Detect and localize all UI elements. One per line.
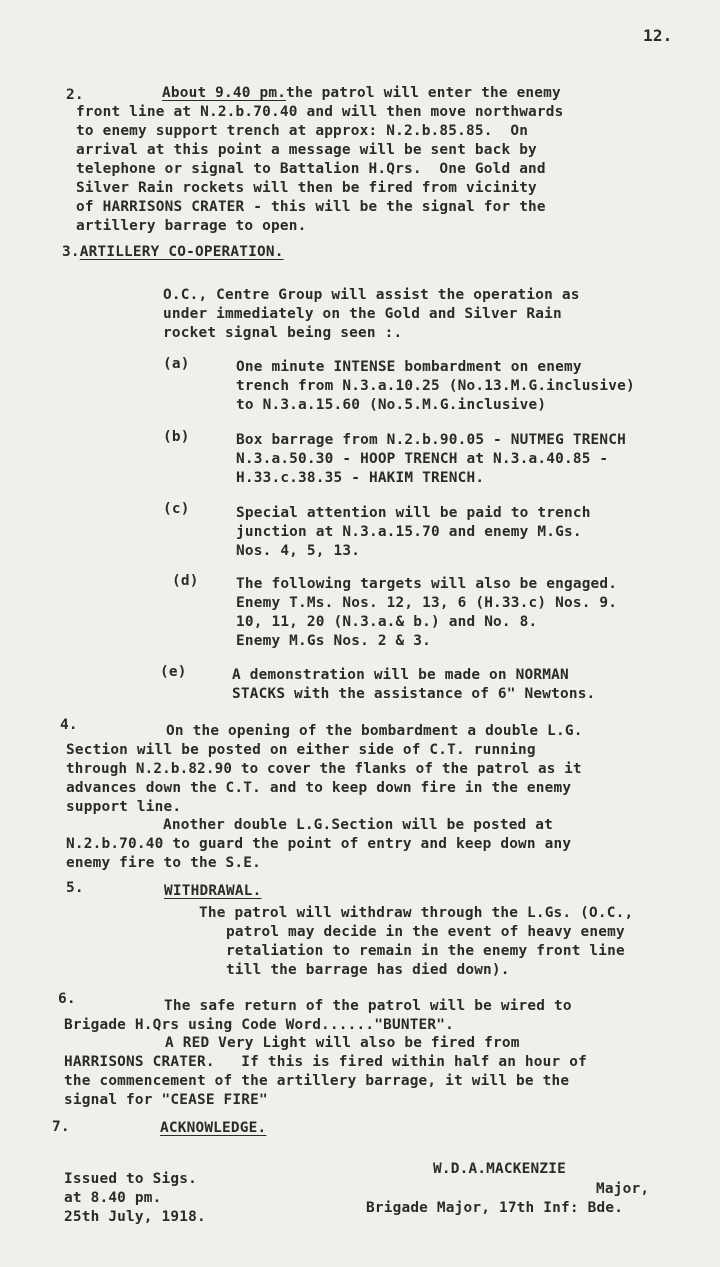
signature-name: W.D.A.MACKENZIE (433, 1161, 566, 1177)
para6-line: the commencement of the artillery barrage, it will be the (64, 1073, 570, 1089)
para2-number: 2. (66, 87, 84, 103)
para3-heading: ARTILLERY CO-OPERATION. (79, 244, 284, 260)
para7-number: 7. (52, 1119, 70, 1135)
para4-line: On the opening of the bombardment a double L.G. (166, 723, 583, 739)
item-label-b: (b) (163, 429, 190, 445)
item-label-a: (a) (163, 356, 190, 372)
para2-line: front line at N.2.b.70.40 and will then move northwards (76, 104, 564, 120)
para5-line: patrol may decide in the event of heavy enemy (226, 924, 625, 940)
item-e-line: A demonstration will be made on NORMAN (232, 667, 569, 683)
para2-first-line (162, 84, 561, 104)
para2-line: of HARRISONS CRATER - this will be the signal for the (76, 199, 546, 215)
para3-number: 3. (62, 244, 80, 260)
signature-title: Brigade Major, 17th Inf: Bde. (366, 1200, 624, 1216)
para2-line: telephone or signal to Battalion H.Qrs. One Gold and (76, 161, 546, 177)
para4-line: advances down the C.T. and to keep down fire in the enemy (66, 780, 572, 796)
para4-line: through N.2.b.82.90 to cover the flanks of the patrol as it (66, 761, 582, 777)
page-number: 12. (643, 26, 673, 45)
para3-intro-line: under immediately on the Gold and Silver Rain (163, 306, 562, 322)
item-label-e: (e) (160, 664, 187, 680)
item-c-line: junction at N.3.a.15.70 and enemy M.Gs. (236, 524, 582, 540)
para4-line: support line. (66, 799, 182, 815)
item-b-line: N.3.a.50.30 - HOOP TRENCH at N.3.a.40.85 - (236, 451, 609, 467)
para6-line: The safe return of the patrol will be wired to (164, 998, 572, 1014)
item-e-line: STACKS with the assistance of 6" Newtons. (232, 686, 596, 702)
issued-line: Issued to Sigs. (64, 1171, 197, 1187)
para4-line: Section will be posted on either side of C.T. running (66, 742, 536, 758)
item-d-line: 10, 11, 20 (N.3.a.& b.) and No. 8. (236, 614, 538, 630)
item-c-line: Special attention will be paid to trench (236, 505, 591, 521)
para4-number: 4. (60, 717, 78, 733)
para2-heading: About 9.40 pm. (162, 85, 287, 101)
para4-line: Another double L.G.Section will be posted at (163, 817, 554, 833)
para3-intro-line: O.C., Centre Group will assist the operation as (163, 287, 580, 303)
para5-number: 5. (66, 880, 84, 896)
para3-intro-line: rocket signal being seen :. (163, 325, 403, 341)
item-b-line: H.33.c.38.35 - HAKIM TRENCH. (236, 470, 485, 486)
item-d-line: Enemy M.Gs Nos. 2 & 3. (236, 633, 432, 649)
para2-line: to enemy support trench at approx: N.2.b.85.85. On (76, 123, 529, 139)
item-a-line: trench from N.3.a.10.25 (No.13.M.G.inclusive) (236, 378, 635, 394)
item-c-line: Nos. 4, 5, 13. (236, 543, 361, 559)
para3-heading-line (62, 243, 284, 263)
para7-heading: ACKNOWLEDGE. (160, 1120, 267, 1136)
para6-line: A RED Very Light will also be fired from (165, 1035, 520, 1051)
para2-line: arrival at this point a message will be sent back by (76, 142, 537, 158)
para5-heading: WITHDRAWAL. (164, 883, 262, 899)
item-d-line: Enemy T.Ms. Nos. 12, 13, 6 (H.33.c) Nos. 9. (236, 595, 618, 611)
issued-line: 25th July, 1918. (64, 1209, 206, 1225)
item-a-line: to N.3.a.15.60 (No.5.M.G.inclusive) (236, 397, 547, 413)
para2-line: artillery barrage to open. (76, 218, 307, 234)
para2-line: Silver Rain rockets will then be fired from vicinity (76, 180, 537, 196)
para4-line: enemy fire to the S.E. (66, 855, 262, 871)
item-b-line: Box barrage from N.2.b.90.05 - NUTMEG TRENCH (236, 432, 627, 448)
item-label-d: (d) (172, 573, 199, 589)
para5-line: retaliation to remain in the enemy front line (226, 943, 625, 959)
para5-line: The patrol will withdraw through the L.Gs. (O.C., (199, 905, 634, 921)
signature-rank: Major, (596, 1181, 650, 1197)
para6-line: signal for "CEASE FIRE" (64, 1092, 268, 1108)
para5-line: till the barrage has died down). (226, 962, 510, 978)
para4-line: N.2.b.70.40 to guard the point of entry and keep down any (66, 836, 572, 852)
item-a-line: One minute INTENSE bombardment on enemy (236, 359, 582, 375)
para2-line1-rest: the patrol will enter the enemy (286, 85, 561, 101)
para6-number: 6. (58, 991, 76, 1007)
item-d-line: The following targets will also be engaged. (236, 576, 618, 592)
issued-line: at 8.40 pm. (64, 1190, 162, 1206)
para6-line: HARRISONS CRATER. If this is fired within half an hour of (64, 1054, 587, 1070)
item-label-c: (c) (163, 501, 190, 517)
para6-line: Brigade H.Qrs using Code Word......"BUNTER". (64, 1017, 455, 1033)
